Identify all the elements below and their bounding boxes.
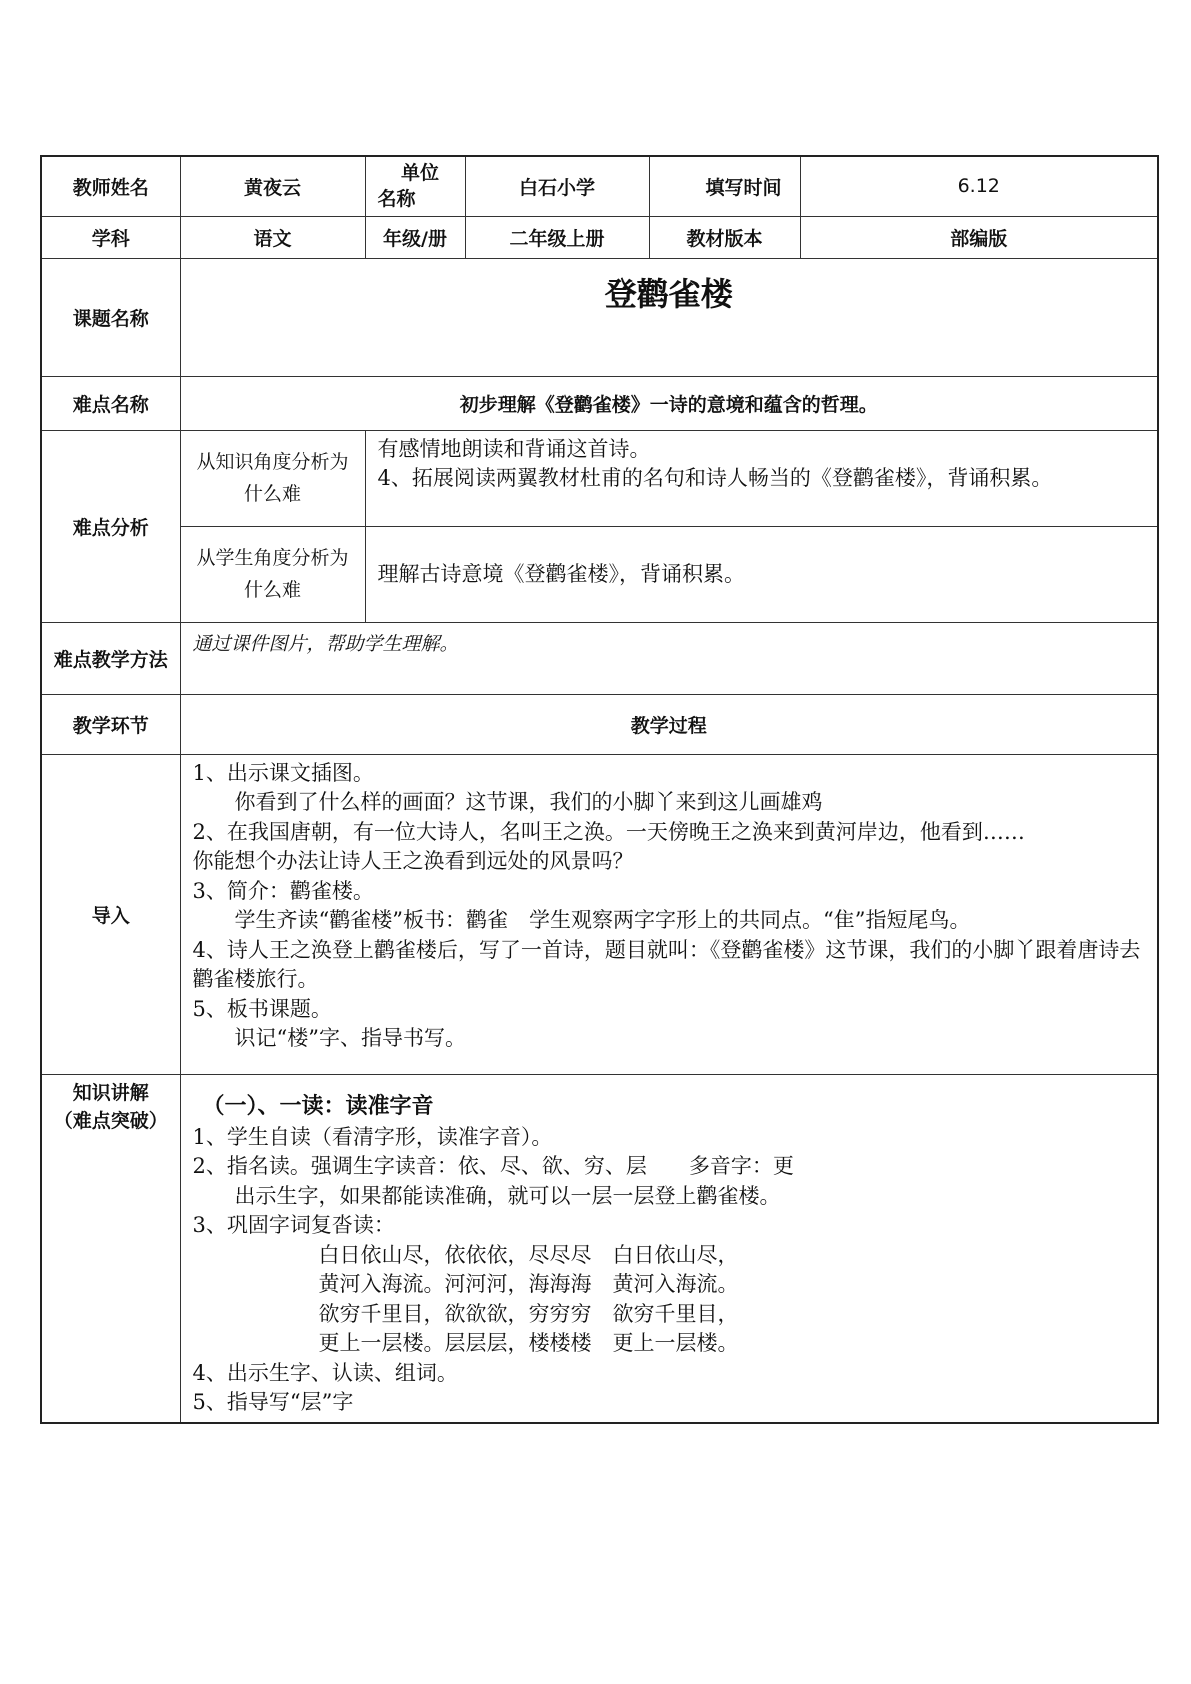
student-angle-line1: 从学生角度分析为 [196, 547, 349, 569]
difficulty-row [41, 376, 1158, 430]
intro-line: 你看到了什么样的画面？这节课，我们的小脚丫来到这儿画雄鸡 [234, 790, 823, 814]
subject-value: 语文 [180, 216, 365, 258]
knowledge-content [180, 1074, 1158, 1423]
lesson-plan-table [40, 155, 1159, 1424]
knowledge-line: 4、出示生字、认读、组词。 [192, 1360, 458, 1385]
unit-name: 白石小学 [465, 156, 649, 216]
teacher-name: 黄夜云 [180, 156, 365, 216]
knowledge-angle-label [180, 430, 365, 526]
process-header-value: 教学过程 [180, 694, 1158, 754]
process-header-label: 教学环节 [41, 694, 180, 754]
method-row [41, 622, 1158, 694]
difficulty-value: 初步理解《登鹳雀楼》一诗的意境和蕴含的哲理。 [180, 376, 1158, 430]
difficulty-label: 难点名称 [41, 376, 180, 430]
unit-label-line1: 单位 [400, 162, 439, 185]
knowledge-line: 欲穷千里目，欲欲欲，穷穷穷 欲穷千里目， [318, 1301, 739, 1326]
edition-label: 教材版本 [649, 216, 800, 258]
knowledge-label [41, 1074, 180, 1423]
lesson-plan-sheet [40, 155, 1157, 1424]
header-row-2 [41, 216, 1158, 258]
intro-line: 识记“楼”字、指导书写。 [234, 1026, 466, 1050]
teacher-label: 教师姓名 [41, 156, 180, 216]
subject-label: 学科 [41, 216, 180, 258]
student-angle-text: 理解古诗意境《登鹳雀楼》，背诵积累。 [365, 526, 1158, 622]
student-angle-label [180, 526, 365, 622]
knowledge-label-line2: （难点突破） [53, 1109, 168, 1132]
topic-title: 登鹳雀楼 [180, 258, 1158, 376]
knowledge-heading: （一）、一读：读准字音 [202, 1092, 434, 1119]
knowledge-angle-line-b: 4、拓展阅读两翼教材杜甫的名句和诗人畅当的《登鹳雀楼》，背诵积累。 [377, 465, 1053, 490]
knowledge-line: 更上一层楼。层层层，楼楼楼 更上一层楼。 [318, 1331, 739, 1355]
unit-label [365, 156, 465, 216]
knowledge-line: 白日依山尽，依依依，尽尽尽 白日依山尽， [318, 1242, 739, 1267]
topic-row [41, 258, 1158, 376]
analysis-label: 难点分析 [41, 430, 180, 622]
knowledge-line: 5、指导写“层”字 [192, 1390, 354, 1414]
analysis-knowledge-row [41, 430, 1158, 526]
grade-label: 年级/册 [365, 216, 465, 258]
header-row-1 [41, 156, 1158, 216]
knowledge-row [41, 1074, 1158, 1423]
analysis-student-row [41, 526, 1158, 622]
intro-line: 3、简介：鹳雀楼。 [192, 878, 374, 903]
date-value: 6.12 [800, 156, 1158, 216]
method-value: 通过课件图片，帮助学生理解。 [180, 622, 1158, 694]
intro-line: 你能想个办法让诗人王之涣看到远处的风景吗？ [192, 849, 634, 873]
topic-label: 课题名称 [41, 258, 180, 376]
intro-row [41, 754, 1158, 1074]
intro-line: 4、诗人王之涣登上鹳雀楼后，写了一首诗，题目就叫：《登鹳雀楼》这节课，我们的小脚丫跟着唐诗去鹳雀楼旅行。 [192, 937, 1141, 991]
knowledge-angle-line-a: 有感情地朗读和背诵这首诗。 [377, 436, 651, 461]
intro-line: 1、出示课文插图。 [192, 760, 374, 785]
knowledge-line: 黄河入海流。河河河，海海海 黄河入海流。 [318, 1272, 739, 1296]
grade-value: 二年级上册 [465, 216, 649, 258]
knowledge-angle-line1: 从知识角度分析为 [196, 451, 349, 473]
process-header-row [41, 694, 1158, 754]
intro-label: 导入 [41, 754, 180, 1074]
intro-line: 2、在我国唐朝，有一位大诗人，名叫王之涣。一天傍晚王之涣来到黄河岸边，他看到…… [192, 819, 1025, 844]
knowledge-line: 1、学生自读（看清字形，读准字音）。 [192, 1124, 553, 1149]
intro-line: 学生齐读“鹳雀楼”板书：鹳雀 学生观察两字字形上的共同点。“隹”指短尾鸟。 [234, 908, 971, 932]
knowledge-line: 2、指名读。强调生字读音：依、尽、欲、穷、层 多音字：更 [192, 1154, 794, 1178]
knowledge-angle-text [365, 430, 1158, 526]
knowledge-line: 出示生字，如果都能读准确，就可以一层一层登上鹳雀楼。 [234, 1183, 781, 1208]
date-label: 填写时间 [649, 156, 800, 216]
student-angle-line2: 什么难 [243, 579, 301, 601]
knowledge-label-line1: 知识讲解 [72, 1081, 149, 1104]
method-label: 难点教学方法 [41, 622, 180, 694]
knowledge-angle-line2: 什么难 [243, 483, 301, 505]
unit-label-line2: 名称 [377, 188, 416, 211]
intro-content [180, 754, 1158, 1074]
edition-value: 部编版 [800, 216, 1158, 258]
intro-line: 5、板书课题。 [192, 996, 332, 1021]
knowledge-line: 3、巩固字词复沓读： [192, 1213, 395, 1237]
